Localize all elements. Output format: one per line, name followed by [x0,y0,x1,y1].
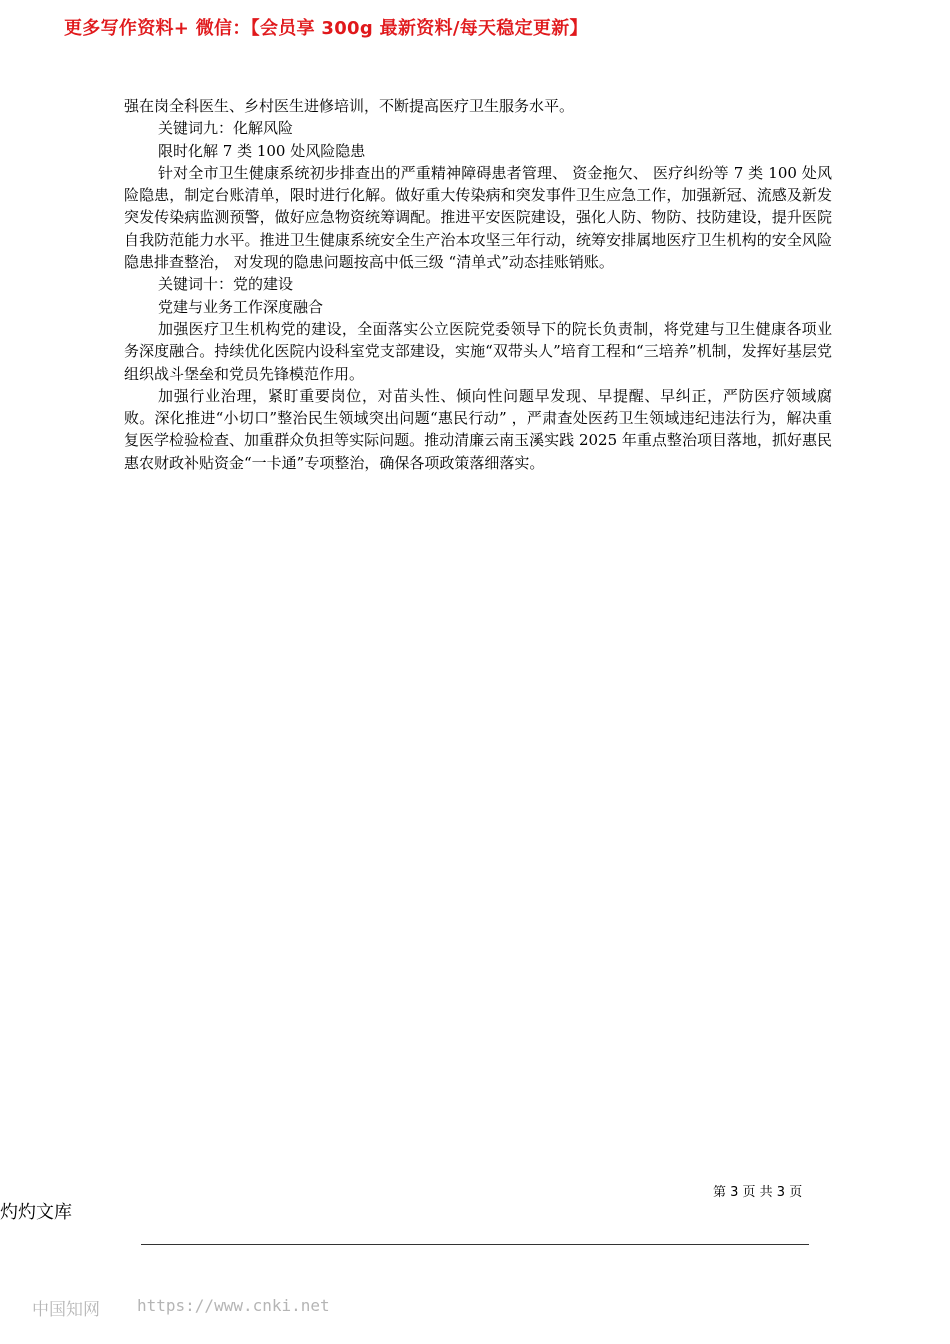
watermark-url[interactable]: https://www.cnki.net [137,1296,330,1315]
keyword-heading-ten: 关键词十：党的建设 [158,275,294,294]
promo-banner: 更多写作资料+ 微信：【会员享 300g 最新资料/每天稳定更新】 [64,18,588,39]
document-body [124,95,832,474]
watermark-brand: 中国知网 [32,1300,100,1320]
page-number: 第 3 页 共 3 页 [713,1185,803,1200]
paragraph-continuation: 强在岗全科医生、乡村医生进修培训，不断提高医疗卫生服务水平。 [124,97,575,115]
subheading-risk: 限时化解 7 类 100 处风险隐患 [158,141,366,160]
library-name: 灼灼文库 [0,1202,72,1223]
paragraph-governance: 加强行业治理，紧盯重要岗位，对苗头性、倾向性问题早发现、早提醒、早纠正，严防医疗领域腐败。深化推进“小切口”整治民生领域突出问题“惠民行动” ，严肃查处医药卫生领域违纪违法行为，解决重复医学检验检查、加重群众负担等实际问题。推动清廉云南玉溪实践 2025 年重点整治项目落地，抓好惠民惠农财政补贴资金“一卡通”专项整治，确保各项政策落细落实。 [124,386,832,472]
footer-divider [141,1244,809,1245]
paragraph-party-building: 加强医疗卫生机构党的建设，全面落实公立医院党委领导下的院长负责制，将党建与卫生健康各项业务深度融合。持续优化医院内设科室党支部建设，实施“双带头人”培育工程和“三培养”机制，发挥好基层党组织战斗堡垒和党员先锋模范作用。 [124,319,832,383]
subheading-party: 党建与业务工作深度融合 [158,297,324,316]
paragraph-risk: 针对全市卫生健康系统初步排查出的严重精神障碍患者管理、 资金拖欠、 医疗纠纷等 7 类 100 处风险隐患，制定台账清单，限时进行化解。做好重大传染病和突发事件卫生应急工作，加强新冠、流感及新发突发传染病监测预警，做好应急物资统筹调配。推进平安医院建设，强化人防、物防、技防建设，提升医院自我防范能力水平。推进卫生健康系统安全生产治本攻坚三年行动，统筹安排属地医疗卫生机构的安全风险隐患排查整治， 对发现的隐患问题按高中低三级 “清单式”动态挂账销账。 [124,163,832,272]
keyword-heading-nine: 关键词九：化解风险 [158,119,294,138]
